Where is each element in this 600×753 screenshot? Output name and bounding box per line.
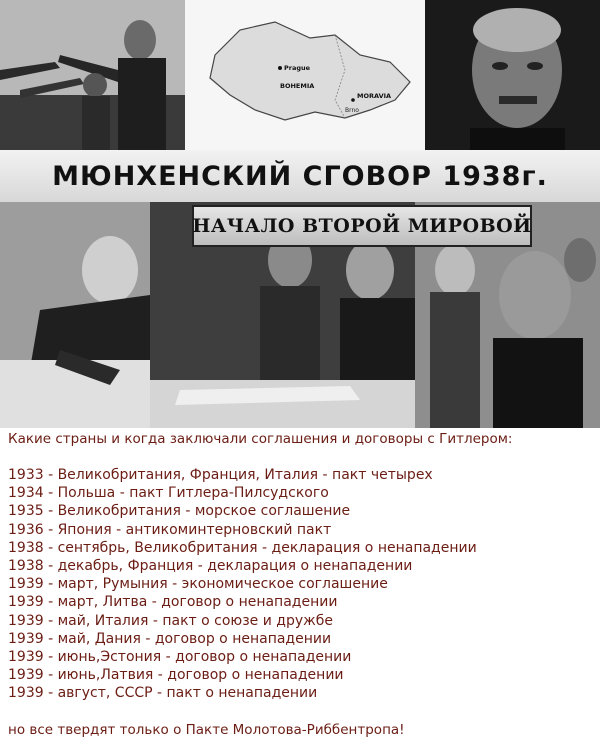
list-item: 1938 - сентябрь, Великобритания - декларация о ненападении: [8, 539, 477, 556]
agreements-list: [8, 466, 596, 703]
list-item: 1933 - Великобритания, Франция, Италия - пакт четырех: [8, 467, 433, 483]
photo-signing-left: [0, 200, 150, 428]
map-label-prague: Prague: [284, 64, 311, 72]
list-item: 1935 - Великобритания - морское соглашение: [8, 503, 351, 520]
map-label-bohemia: BOHEMIA: [280, 82, 315, 90]
map-czechoslovakia: [185, 0, 425, 150]
intro-text: Какие страны и когда заключали соглашения и договоры с Гитлером:: [8, 431, 513, 447]
list-item: 1938 - декабрь, Франция - декларация о ненападении: [8, 558, 413, 575]
list-item: 1939 - март, Румыния - экономическое соглашение: [8, 576, 388, 593]
page-subtitle: НАЧАЛО ВТОРОЙ МИРОВОЙ: [192, 215, 532, 237]
list-item: 1939 - май, Дания - договор о ненападении: [8, 630, 332, 647]
agreements-text: [8, 430, 596, 740]
list-item: 1939 - май, Италия - пакт о союзе и дружбе: [8, 612, 333, 629]
map-label-brno: Brno: [345, 107, 359, 114]
list-item: 1936 - Япония - антикоминтерновский пакт: [8, 521, 332, 538]
list-item: 1939 - август, СССР - пакт о ненападении: [8, 685, 318, 702]
map-label-moravia: MORAVIA: [357, 92, 392, 100]
list-item: 1939 - июнь,Латвия - договор о ненападении: [8, 667, 344, 684]
title-band: [0, 150, 600, 202]
outro-text: но все твердят только о Пакте Молотова-Риббентропа!: [8, 721, 405, 738]
page-title: МЮНХЕНСКИЙ СГОВОР 1938г.: [52, 160, 548, 192]
photo-portrait: [425, 0, 600, 150]
list-item: 1939 - март, Литва - договор о ненападении: [8, 594, 338, 611]
photo-salute-crowd: [0, 0, 185, 150]
list-item: 1934 - Польша - пакт Гитлера-Пилсудского: [8, 485, 329, 502]
subtitle-box: [192, 205, 532, 247]
list-item: 1939 - июнь,Эстония - договор о ненападении: [8, 649, 352, 666]
